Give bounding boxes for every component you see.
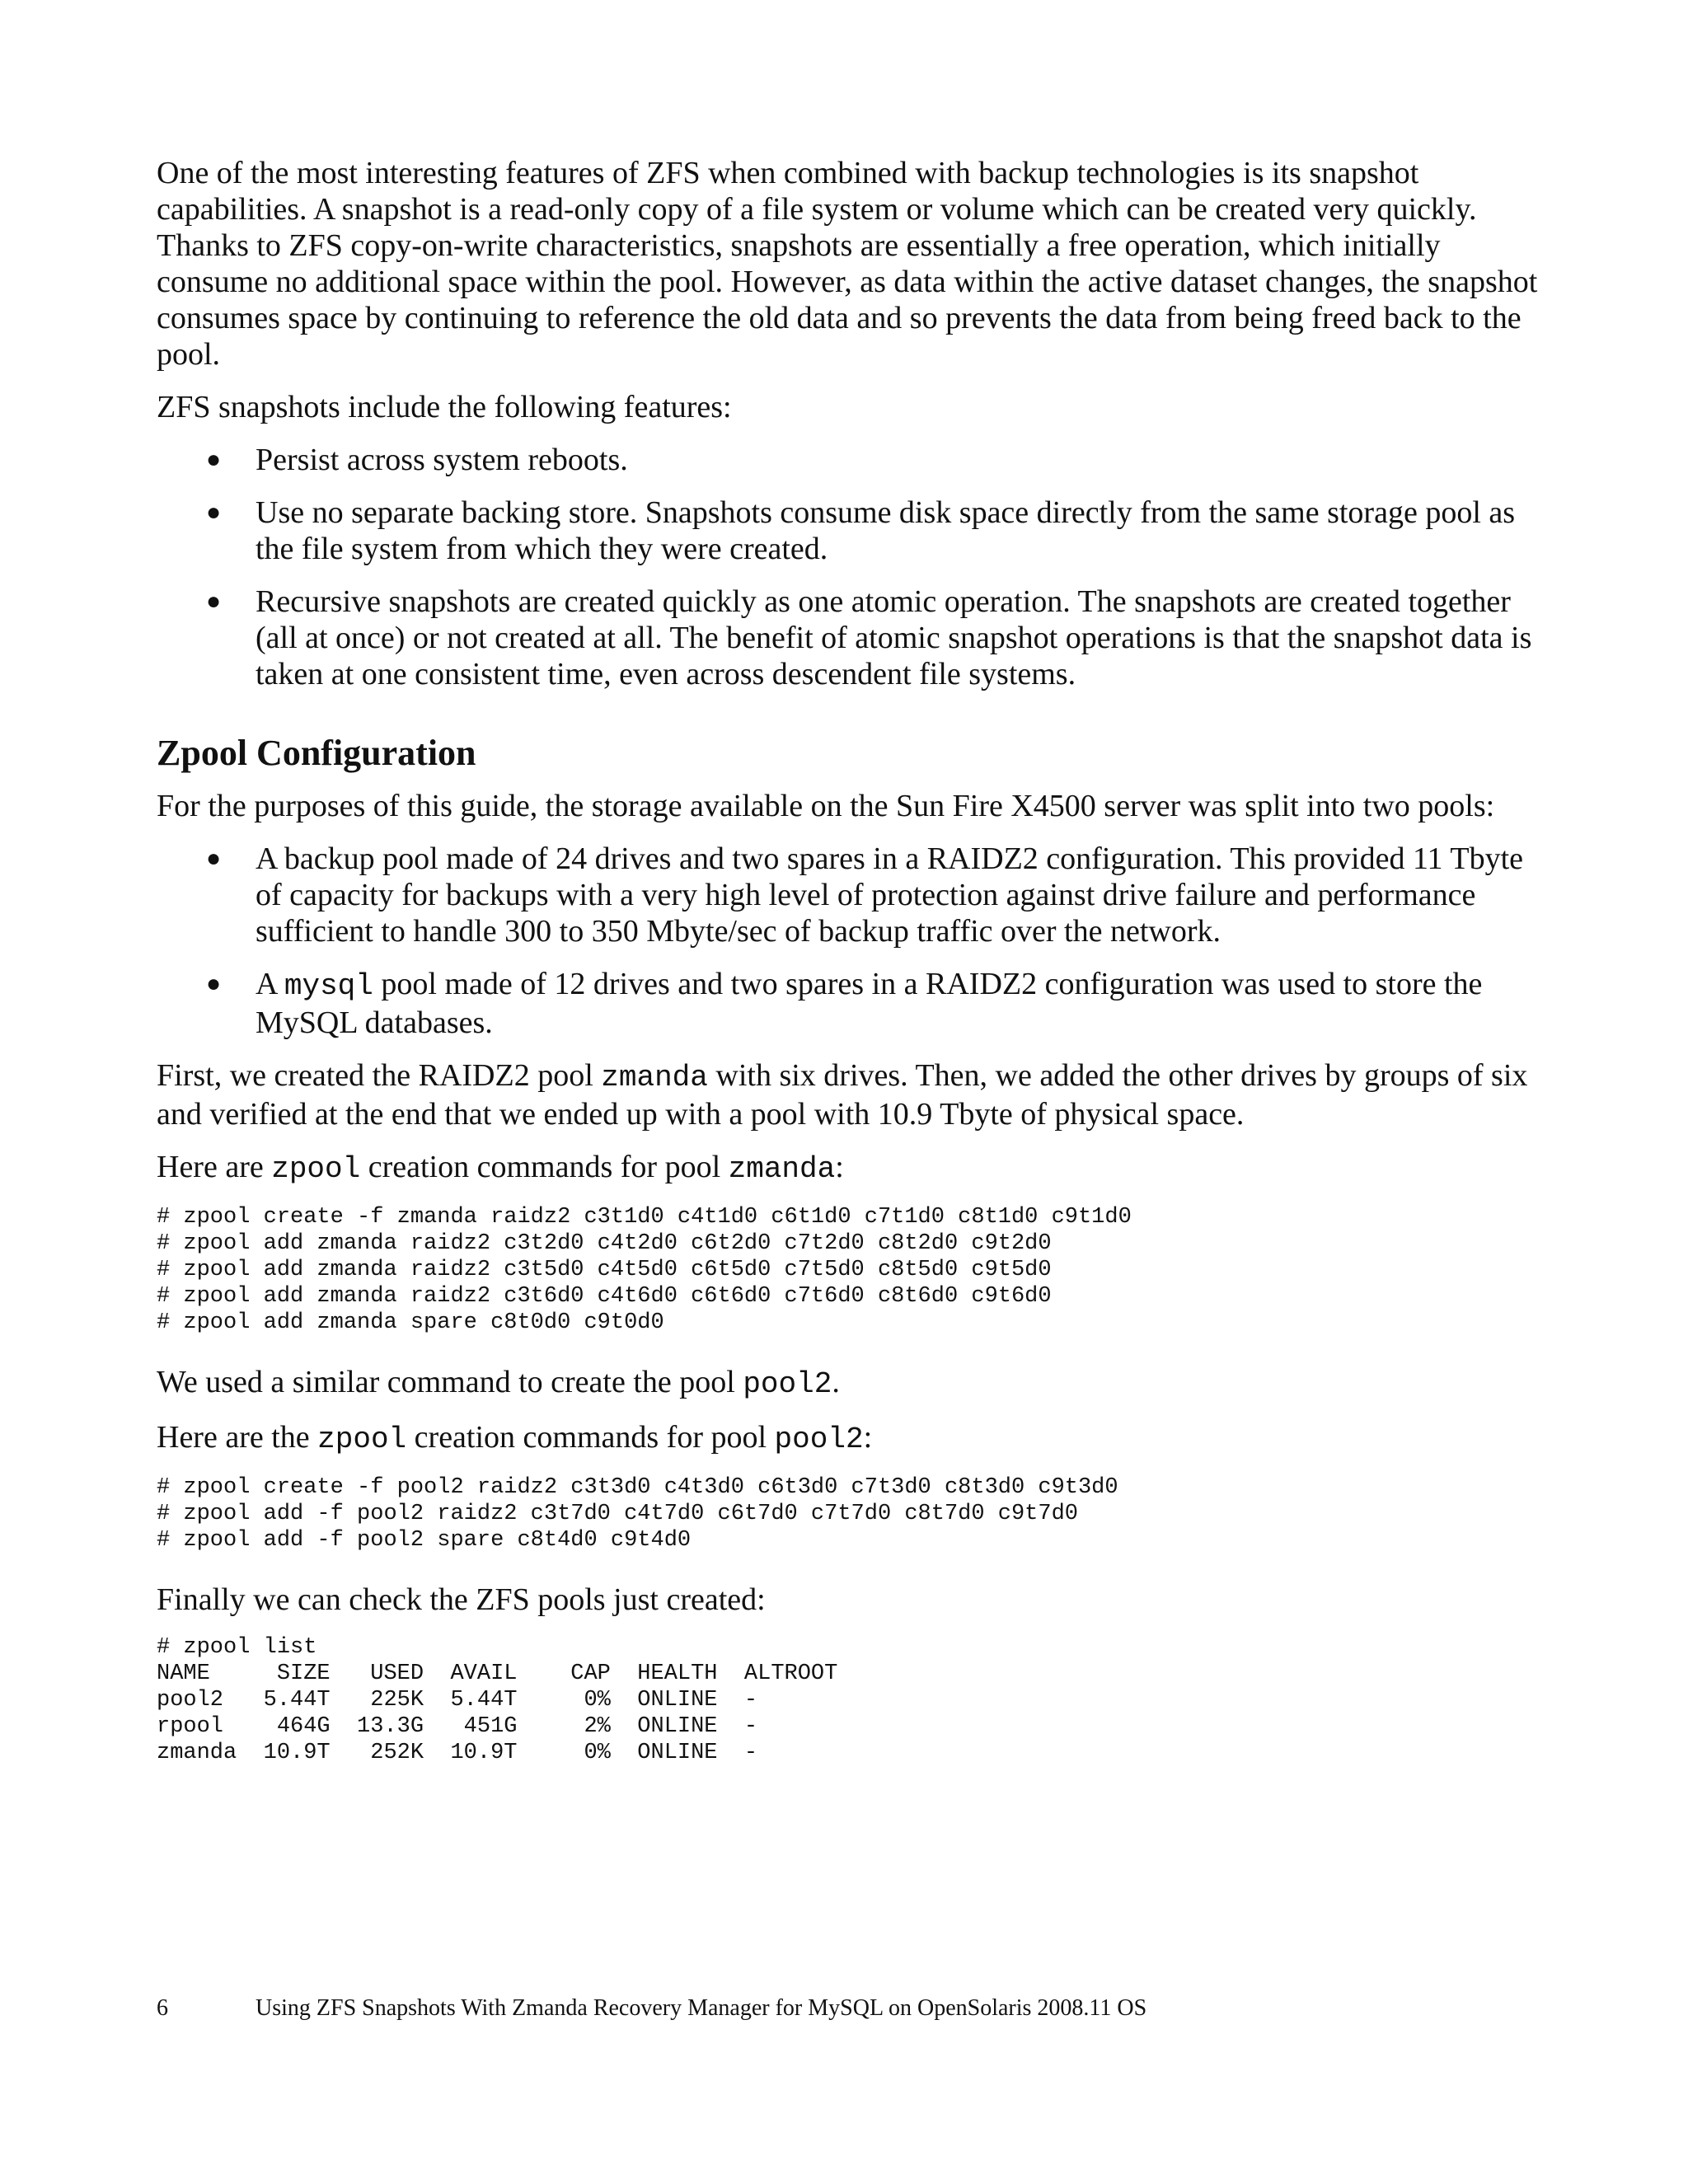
code-block-zpool-list: # zpool list NAME SIZE USED AVAIL CAP HEALTH ALTROOT pool2 5.44T 225K 5.44T 0% ONLINE - rpool 464G 13.3G 451G 2% ONLINE - zmanda 10.9T 252K 10.9T 0% ONLINE - (157, 1635, 838, 1765)
section-heading: Zpool Configuration (157, 733, 476, 773)
inline-code: zpool (271, 1152, 361, 1186)
bullet-icon: ● (206, 588, 222, 615)
intro-paragraph: One of the most interesting features of ZFS when combined with backup technologies is its snapshot capabilities. A snapshot is a read-only copy of a file system or volume which can be created very quickly. Thanks to ZFS copy-on-write characteristics, snapshots are essentially a free operation, which initially consume no additional space within the pool. However, as data within the active dataset changes, the snapshot consumes space by continuing to reference the old data and so prevents the data from being freed back to the pool. (157, 156, 1538, 372)
bullet-icon: ● (206, 446, 222, 473)
list-item: ● Use no separate backing store. Snapshots consume disk space directly from the same storage pool as the file system from which they were created. (206, 495, 1516, 566)
code-block-pool2: # zpool create -f pool2 raidz2 c3t3d0 c4t3d0 c6t3d0 c7t3d0 c8t3d0 c9t3d0 # zpool add -f pool2 raidz2 c3t7d0 c4t7d0 c6t7d0 c7t7d0 c8t7d0 c9t7d0 # zpool add -f pool2 spare c8t4d0 c9t4d0 (157, 1475, 1118, 1553)
page-number: 6 (157, 1995, 168, 2021)
list-item: ● A backup pool made of 24 drives and two spares in a RAIDZ2 configuration. This provided 11 Tbyte of capacity for backups with a very high level of protection against drive failure and performance sufficient to handle 300 to 350 Mbyte/sec of backup traffic over the network. (206, 841, 1523, 949)
check-pools-paragraph: Finally we can check the ZFS pools just created: (157, 1582, 766, 1617)
pools-list (157, 841, 1541, 1041)
inline-code: zmanda (601, 1061, 708, 1094)
footer-title: Using ZFS Snapshots With Zmanda Recovery Manager for MySQL on OpenSolaris 2008.11 OS (256, 1995, 1147, 2021)
bullet-icon: ● (206, 499, 222, 526)
pools-intro: For the purposes of this guide, the storage available on the Sun Fire X4500 server was split into two pools: (157, 789, 1495, 823)
pool2-paragraph: We used a similar command to create the pool pool2. (157, 1365, 840, 1401)
pool2-commands-intro: Here are the zpool creation commands for pool pool2: (157, 1420, 873, 1456)
bullet-icon: ● (206, 970, 222, 997)
inline-code: zmanda (728, 1152, 836, 1186)
snapshot-features-list (157, 442, 1541, 692)
inline-code: pool2 (743, 1367, 832, 1401)
list-item: ● Recursive snapshots are created quickly as one atomic operation. The snapshots are created together (all at once) or not created at all. The benefit of atomic snapshot operations is that the snapshot data is taken at one consistent time, even across descendent file systems. (206, 584, 1532, 691)
features-intro: ZFS snapshots include the following features: (157, 390, 732, 424)
creation-paragraph: First, we created the RAIDZ2 pool zmanda with six drives. Then, we added the other drives by groups of six and verified at the end that we ended up with a pool with 10.9 Tbyte of physical space. (157, 1058, 1528, 1132)
inline-code: pool2 (774, 1422, 864, 1456)
zmanda-commands-intro: Here are zpool creation commands for pool zmanda: (157, 1150, 844, 1186)
inline-code: mysql (284, 969, 373, 1003)
inline-code: zpool (317, 1422, 407, 1456)
bullet-icon: ● (206, 845, 222, 872)
list-item: ● A mysql pool made of 12 drives and two spares in a RAIDZ2 configuration was used to store the MySQL databases. (206, 967, 1483, 1040)
code-block-zmanda: # zpool create -f zmanda raidz2 c3t1d0 c4t1d0 c6t1d0 c7t1d0 c8t1d0 c9t1d0 # zpool add zmanda raidz2 c3t2d0 c4t2d0 c6t2d0 c7t2d0 c8t2d0 c9t2d0 # zpool add zmanda raidz2 c3t5d0 c4t5d0 c6t5d0 c7t5d0 c8t5d0 c9t5d0 # zpool add zmanda raidz2 c3t6d0 c4t6d0 c6t6d0 c7t6d0 c8t6d0 c9t6d0 # zpool add zmanda spare c8t0d0 c9t0d0 (157, 1205, 1132, 1335)
list-item: ● Persist across system reboots. (206, 443, 628, 477)
page-content (157, 155, 1541, 1766)
